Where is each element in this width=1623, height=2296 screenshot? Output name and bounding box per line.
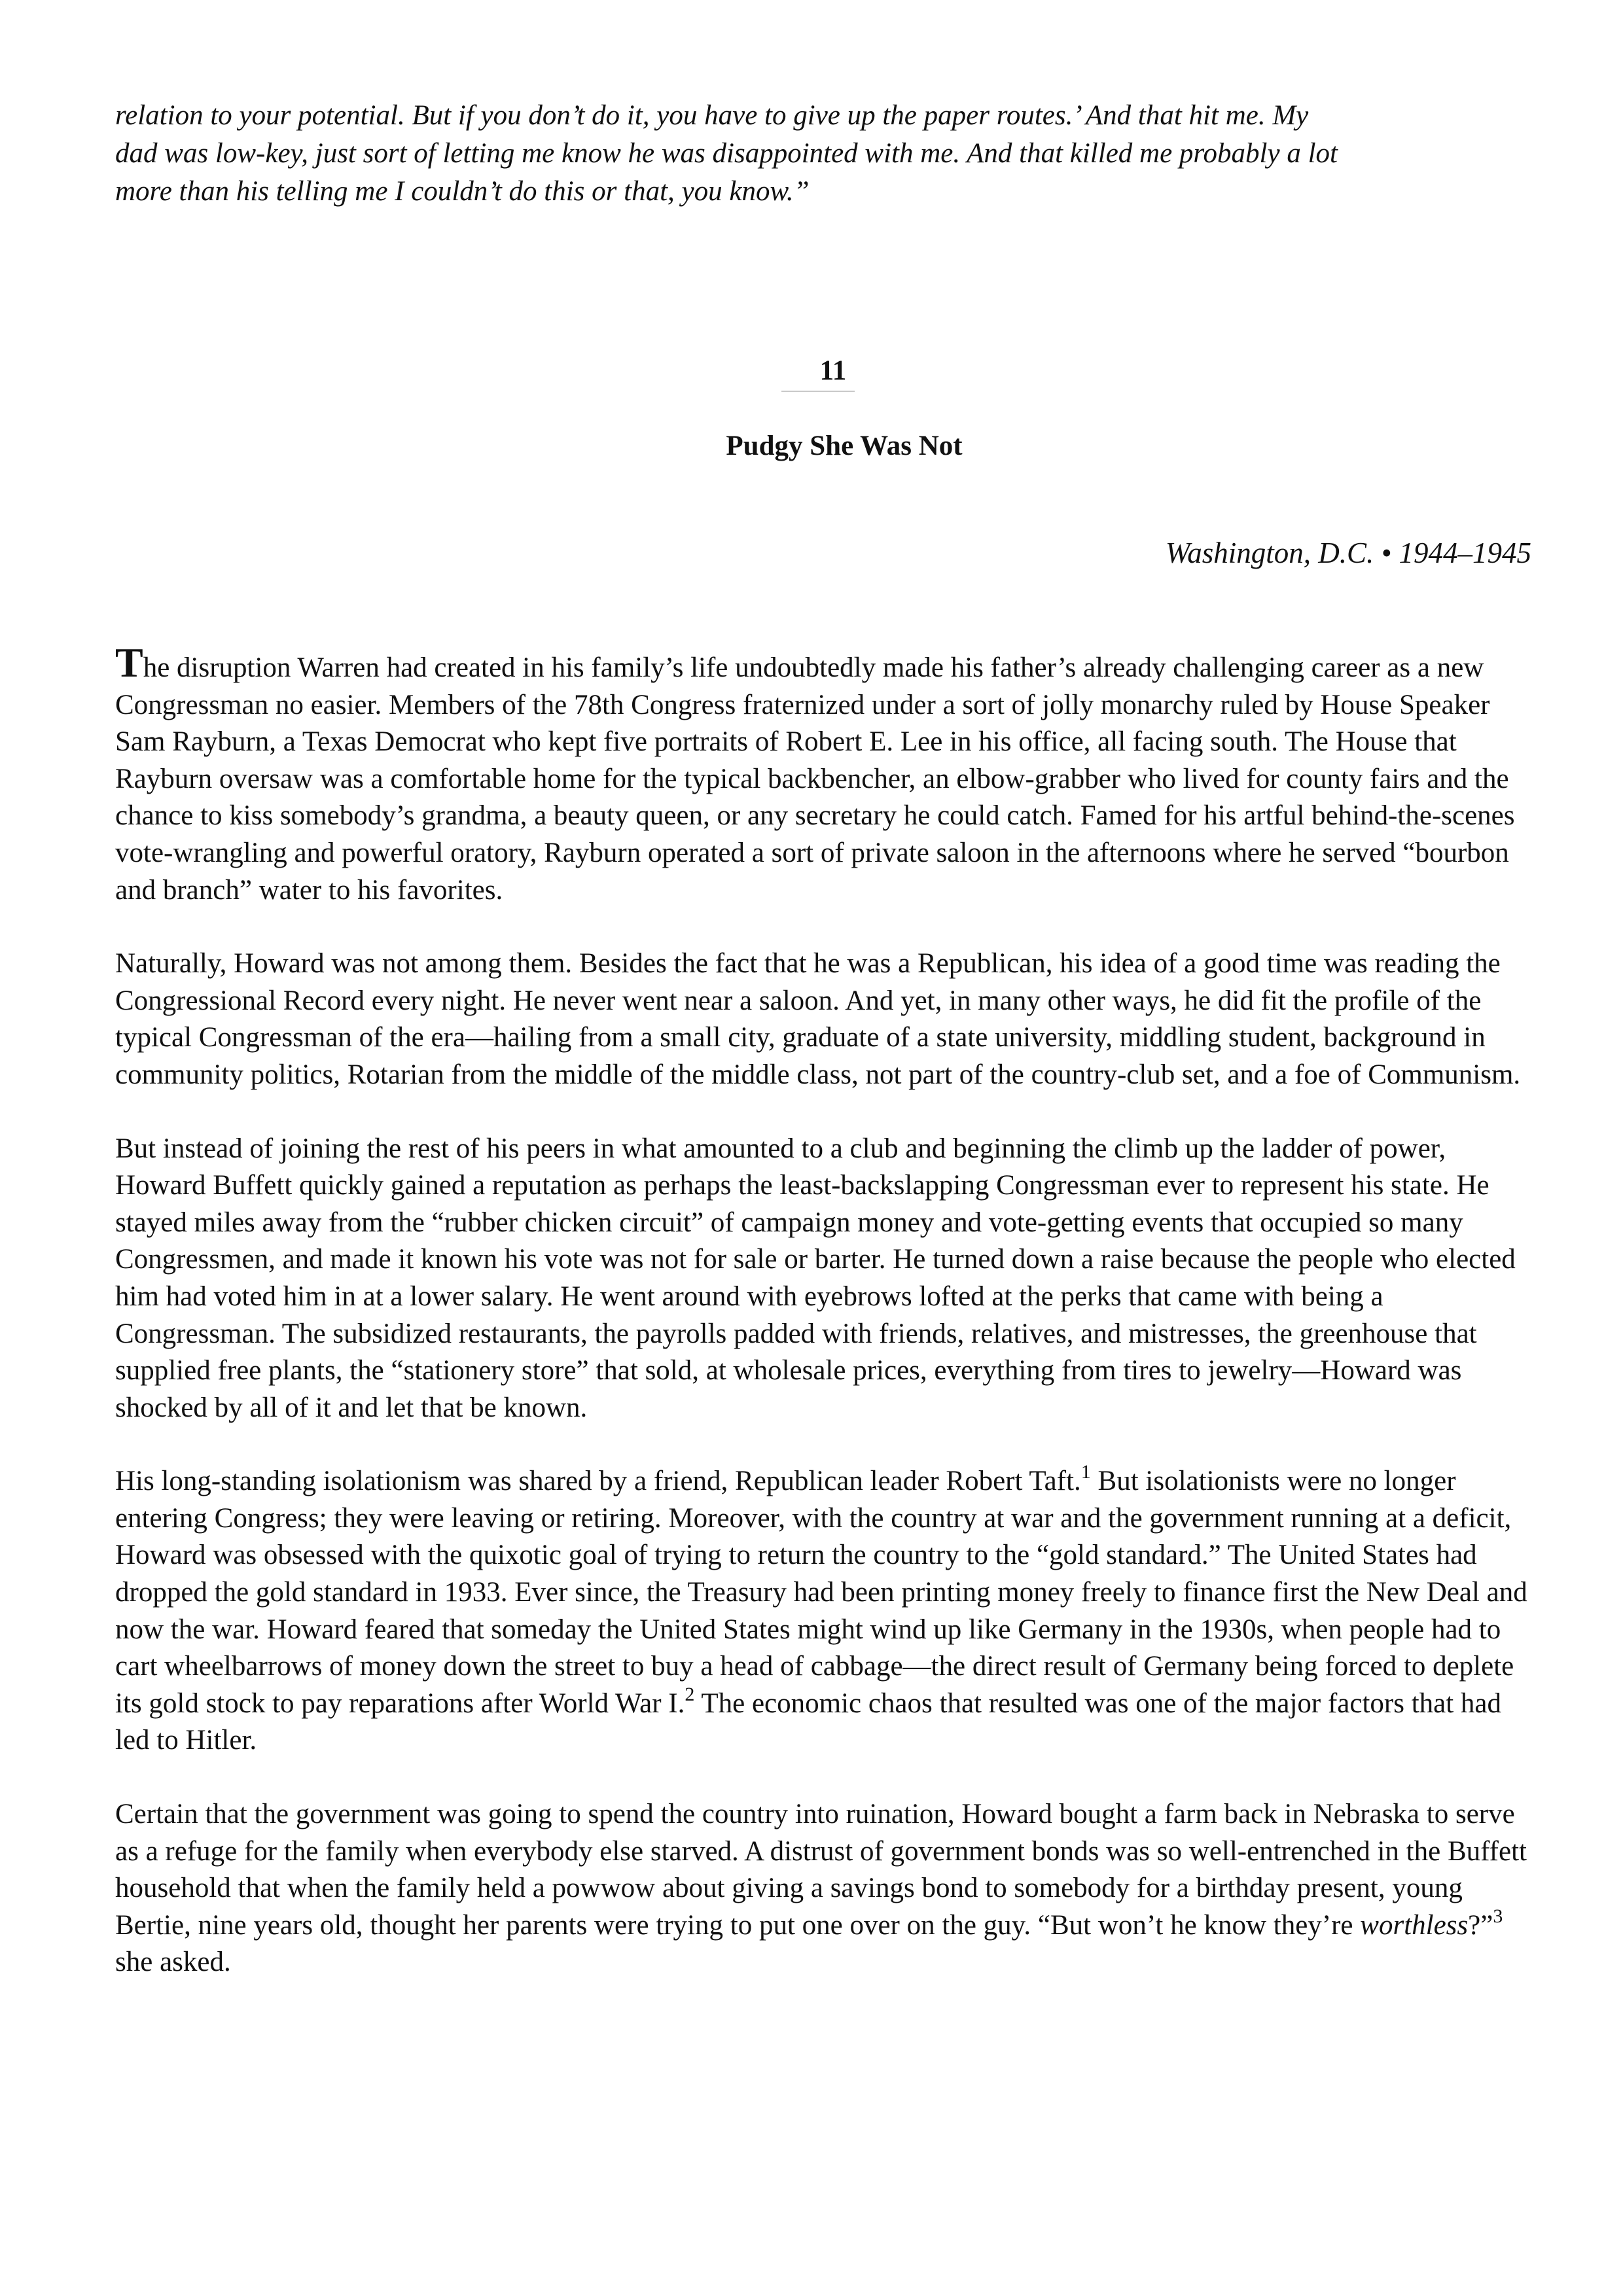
chapter-title: Pudgy She Was Not — [726, 431, 963, 461]
paragraph — [115, 945, 1531, 1093]
quote-line: relation to your potential. But if you don’t do it, you have to give up the paper routes.’ And that hit me. My — [115, 100, 1309, 131]
chapter-number: 11 — [819, 355, 847, 386]
closing-quote — [115, 97, 1516, 211]
quote-line: more than his telling me I couldn’t do this or that, you know.” — [115, 176, 810, 207]
quote-line: dad was low-key, just sort of letting me know he was disappointed with me. And that killed me probably a lot — [115, 138, 1338, 169]
paragraph-text: The economic chaos that resulted was one of the major factors that had led to Hitler. — [115, 1687, 1502, 1756]
chapter-number-rule — [781, 391, 855, 392]
paragraph-text: But instead of joining the rest of his peers in what amounted to a club and beginning the climb up the ladder of power, Howard Buffett quickly gained a reputation as perhaps the least-backslapping Congressman ever to represent his state. He stayed miles away from the “rubber chicken circuit” of campaign money and vote-getting events that occupied so many Congressmen, and made it known his vote was not for sale or barter. He turned down a raise because the people who elected him had voted him in at a lower salary. He went around with eyebrows lofted at the perks that came with being a Congressman. The subsidized restaurants, the payrolls padded with friends, relatives, and mistresses, the greenhouse that supplied free plants, the “stationery store” that sold, at wholesale prices, everything from tires to jewelry—Howard was shocked by all of it and let that be known. — [115, 1133, 1516, 1423]
paragraph — [115, 1796, 1531, 1981]
chapter-body — [115, 639, 1531, 2018]
emphasized-word: worthless — [1360, 1909, 1469, 1941]
footnote-marker[interactable]: 3 — [1493, 1905, 1503, 1927]
footnote-marker[interactable]: 1 — [1080, 1461, 1091, 1483]
paragraph-text: His long-standing isolationism was shared by a friend, Republican leader Robert Taft. — [115, 1466, 1081, 1497]
footnote-marker[interactable]: 2 — [685, 1683, 695, 1705]
paragraph-text: Certain that the government was going to spend the country into ruination, Howard bought a farm back in Nebraska to serve as a refuge for the family when everybody else starved. A distrust of government bonds was so well-entrenched in the Buffett household that when the family held a powwow about giving a savings bond to somebody for a birthday present, young Bertie, nine years old, thought her parents were trying to put one over on the guy. “But won’t he know they’re — [115, 1799, 1527, 1941]
paragraph-text: she asked. — [115, 1947, 231, 1978]
paragraph-text: Naturally, Howard was not among them. Besides the fact that he was a Republican, his idea of a good time was reading the Congressional Record every night. He never went near a saloon. And yet, in many other ways, he did fit the profile of the typical Congressman of the era—hailing from a small city, graduate of a state university, middling student, background in community politics, Rotarian from the middle of the middle class, not part of the country-club set, and a foe of Communism. — [115, 948, 1521, 1090]
paragraph — [115, 1131, 1531, 1427]
paragraph-text: ?” — [1468, 1909, 1493, 1941]
paragraph-text: he disruption Warren had created in his family’s life undoubtedly made his father’s already challenging career as a new Congressman no easier. Members of the 78th Congress fraternized under a sort of jolly monarchy ruled by House Speaker Sam Rayburn, a Texas Democrat who kept five portraits of Robert E. Lee in his office, all facing south. The House that Rayburn oversaw was a comfortable home for the typical backbencher, an elbow-grabber who lived for county fairs and the chance to kiss somebody’s grandma, a beauty queen, or any secretary he could catch. Famed for his artful behind-the-scenes vote-wrangling and powerful oratory, Rayburn operated a sort of private saloon in the afternoons where he served “bourbon and branch” water to his favorites. — [115, 652, 1515, 906]
paragraph-text: But isolationists were no longer entering Congress; they were leaving or retiring. Moreover, with the country at war and the government running at a deficit, Howard was obsessed with the quixotic goal of trying to return the country to the “gold standard.” The United States had dropped the gold standard in 1933. Ever since, the Treasury had been printing money freely to finance first the New Deal and now the war. Howard feared that someday the United States might wind up like Germany in the 1930s, when people had to cart wheelbarrows of money down the street to buy a head of cabbage—the direct result of Germany being forced to deplete its gold stock to pay reparations after World War I. — [115, 1466, 1527, 1719]
paragraph — [115, 639, 1531, 909]
drop-cap: T — [115, 639, 143, 686]
chapter-place-date: Washington, D.C. • 1944–1945 — [1165, 537, 1531, 569]
paragraph — [115, 1463, 1531, 1759]
